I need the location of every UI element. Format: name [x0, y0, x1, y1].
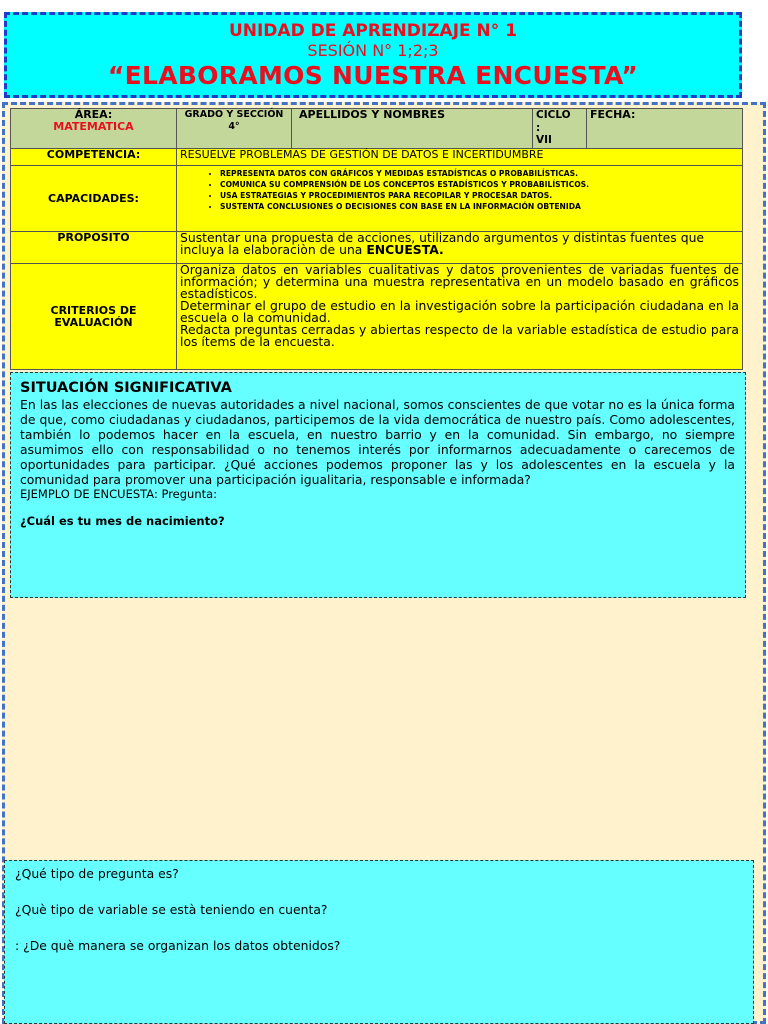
- question-item: ¿Què tipo de variable se està teniendo en cuenta?: [15, 902, 328, 917]
- criterio-item: Determinar el grupo de estudio en la investigación sobre la participación ciudadana en la escuela o la comunidad.: [180, 298, 739, 325]
- area-cell: [11, 109, 177, 149]
- session-number: SESIÓN N° 1;2;3: [307, 41, 439, 60]
- criterios-cell: [177, 264, 743, 370]
- questions-box: [4, 860, 754, 1024]
- criterio-item: Redacta preguntas cerradas y abiertas respecto de la variable estadística de estudio para los ítems de la encuesta.: [180, 322, 739, 349]
- situation-title: SITUACIÓN SIGNIFICATIVA: [20, 380, 232, 396]
- proposito-text: Sustentar una propuesta de acciones, utilizando argumentos y distintas fuentes que incluya la elaboraciòn de una: [180, 230, 705, 257]
- date-label: FECHA:: [590, 108, 636, 121]
- proposito-label: PROPOSITO: [11, 232, 177, 264]
- competencia-value: RESUELVE PROBLEMAS DE GESTIÓN DE DATOS E INCERTIDUMBRE: [177, 149, 743, 166]
- cycle-cell: [533, 109, 587, 149]
- info-row-header: [11, 109, 743, 149]
- capacidad-item: • REPRESENTA DATOS CON GRÁFICOS Y MEDIDAS ESTADÍSTICAS O PROBABILÍSTICAS.: [220, 168, 739, 179]
- cycle-colon: :: [536, 121, 541, 134]
- capacidades-label: CAPACIDADES:: [11, 166, 177, 232]
- grade-label: GRADO Y SECCIÓN: [184, 109, 284, 120]
- example-question: ¿Cuál es tu mes de nacimiento?: [20, 514, 225, 528]
- unit-title: UNIDAD DE APRENDIZAJE N° 1: [228, 21, 518, 41]
- example-label: EJEMPLO DE ENCUESTA: Pregunta:: [20, 487, 218, 501]
- capacidad-item: • COMUNICA SU COMPRENSIÓN DE LOS CONCEPTOS ESTADÍSTICOS Y PROBABILÍSTICOS.: [220, 179, 739, 190]
- grade-cell: [177, 109, 292, 149]
- session-header: [4, 12, 742, 98]
- names-label: APELLIDOS Y NOMBRES: [299, 108, 446, 121]
- criterios-label: CRITERIOS DE EVALUACIÓN: [11, 264, 177, 370]
- proposito-cell: [177, 232, 743, 264]
- question-item: ¿Qué tipo de pregunta es?: [15, 866, 179, 881]
- session-title: “ELABORAMOS NUESTRA ENCUESTA”: [107, 61, 639, 90]
- cycle-value: VII: [536, 134, 552, 146]
- proposito-bold: ENCUESTA.: [366, 242, 444, 257]
- grade-value: 4°: [228, 121, 240, 132]
- capacidades-cell: [177, 166, 743, 232]
- capacidades-row: [11, 166, 743, 232]
- proposito-row: [11, 232, 743, 264]
- situation-text: En las las elecciones de nuevas autoridades a nivel nacional, somos conscientes de que votar no es la única forma de que, como ciudadanas y ciudadanos, participemos de la vida democrática de nuestro país. Como adolescentes, también lo podemos hacer en la escuela, en nuestro barrio y en la comunidad. Sin embargo, no siempre asumimos ello con responsabilidad o no tenemos interés por informarnos adecuadamente o carecemos de oportunidades para participar. ¿Qué acciones podemos proponer las y los adolescentes en la escuela y la comunidad para promover una participación igualitaria, responsable e informada?: [20, 397, 735, 487]
- competencia-row: [11, 149, 743, 166]
- names-cell[interactable]: [292, 109, 533, 149]
- info-table: [10, 108, 743, 370]
- situation-box: [10, 372, 746, 598]
- area-value: MATEMATICA: [53, 120, 134, 133]
- capacidades-list: [180, 168, 739, 212]
- criterios-row: [11, 264, 743, 370]
- cycle-label: CICLO: [536, 109, 571, 121]
- criterio-item: Organiza datos en variables cualitativas y datos provenientes de variadas fuentes de información; y determina una muestra representativa en un modelo basado en gráficos estadísticos.: [180, 262, 739, 301]
- area-label: ÁREA:: [74, 108, 113, 121]
- capacidad-item: • SUSTENTA CONCLUSIONES O DECISIONES CON BASE EN LA INFORMACIÓN OBTENIDA: [220, 201, 739, 212]
- capacidad-item: • USA ESTRATEGIAS Y PROCEDIMIENTOS PARA RECOPILAR Y PROCESAR DATOS.: [220, 190, 739, 201]
- date-cell[interactable]: [587, 109, 743, 149]
- question-item: : ¿De què manera se organizan los datos obtenidos?: [15, 938, 341, 953]
- competencia-label: COMPETENCIA:: [11, 149, 177, 166]
